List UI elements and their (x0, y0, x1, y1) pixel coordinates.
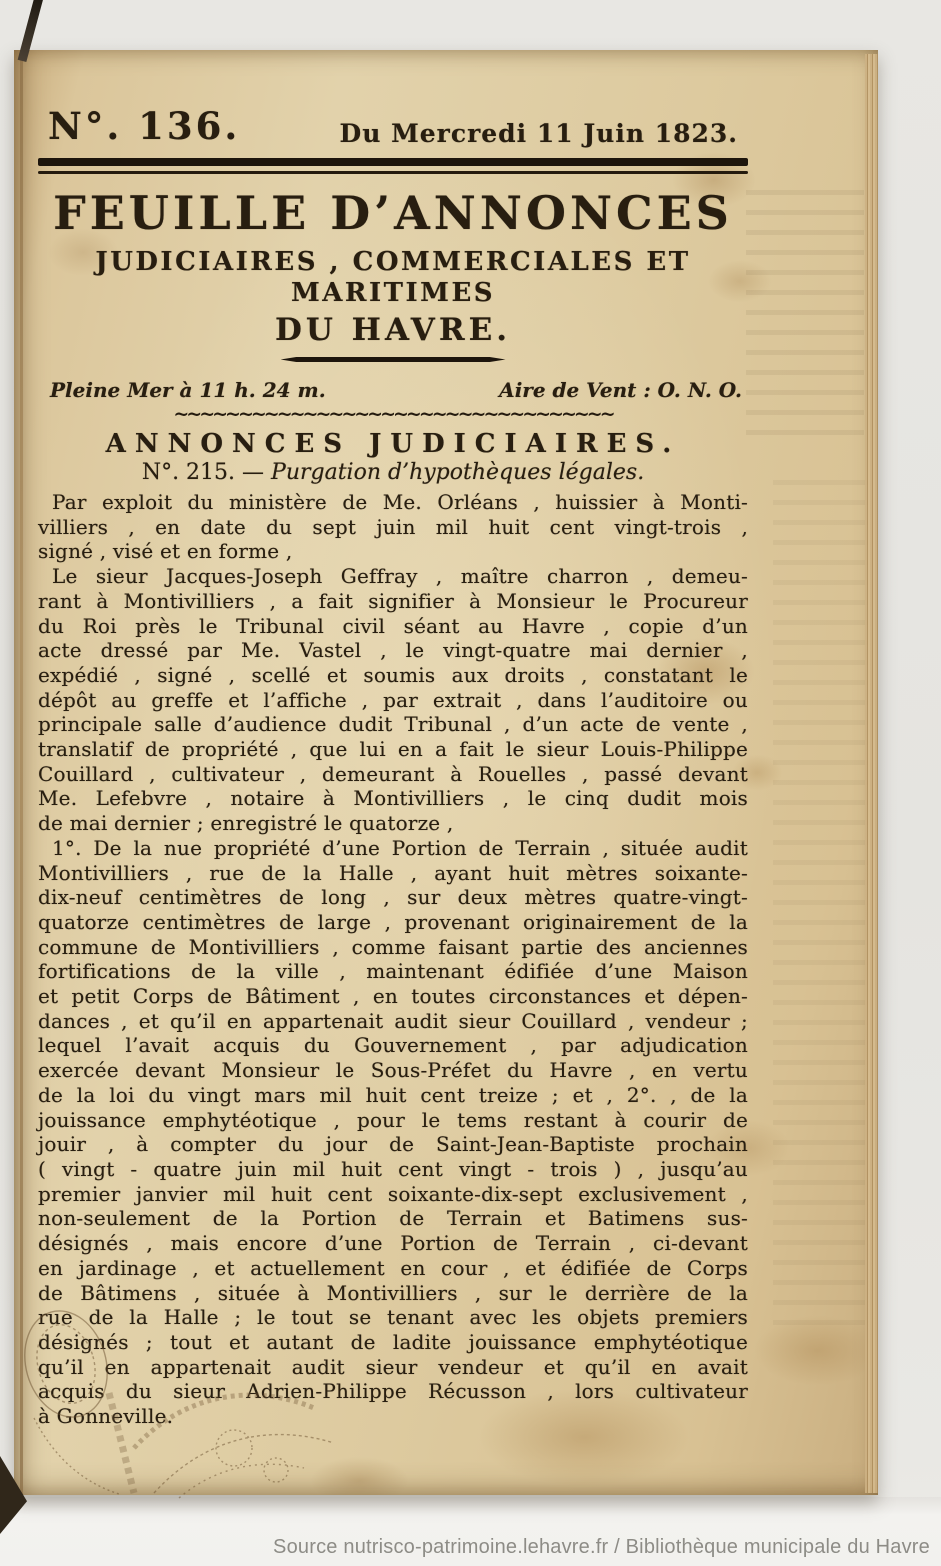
body-line: lequel l’avait acquis du Gouvernement , par adjudication (38, 1033, 748, 1058)
body-line: quatorze centimètres de large , provenant originairement de la (38, 909, 748, 934)
body-line: de la loi du vingt mars mil huit cent treize ; et , 2°. , de la (38, 1082, 748, 1107)
footer-credit: Source nutrisco-patrimoine.lehavre.fr / Bibliothèque municipale du Havre (273, 1536, 930, 1558)
faded-stamp-illustration (14, 1298, 344, 1508)
body-line: qu’il en appartenait audit sieur vendeur et qu’il en avait (38, 1354, 748, 1379)
body-line: de Bâtimens , située à Montivilliers , sur le derrière de la (38, 1280, 748, 1305)
body-line: expédié , signé , scellé et soumis aux droits , constatant le (38, 662, 748, 687)
article-body (38, 490, 748, 1429)
body-line: du Roi près le Tribunal civil séant au Havre , copie d’un (38, 613, 748, 638)
body-line: exercée devant Monsieur le Sous-Préfet du Havre , en vertu (38, 1058, 748, 1083)
tapered-divider (281, 357, 506, 362)
notice-title-line (38, 459, 748, 486)
body-line: translatif de propriété , que lui en a fait le sieur Louis-Philippe (38, 737, 748, 762)
show-through-ghost-text (773, 480, 868, 1340)
body-line: commune de Montivilliers , comme faisant partie des anciennes (38, 934, 748, 959)
body-line: jouir , à compter du jour de Saint-Jean-Baptiste prochain (38, 1132, 748, 1157)
body-line: rue de la Halle ; le tout se tenant avec les objets premiers (38, 1305, 748, 1330)
body-line: principale salle d’audience dudit Tribunal , d’un acte de vente , (38, 712, 748, 737)
body-line: dances , et qu’il en appartenait audit sieur Couillard , vendeur ; (38, 1008, 748, 1033)
wind-info: Aire de Vent : O. N. O. (499, 378, 742, 402)
body-line: à Gonneville. (38, 1404, 174, 1429)
body-line: Le sieur Jacques-Joseph Geffray , maître charron , demeu- (52, 564, 748, 589)
divider-rule-thin (38, 171, 748, 174)
body-line: Montivilliers , rue de la Halle , ayant huit mètres soixante- (38, 860, 748, 885)
section-heading: ANNONCES JUDICIAIRES. (105, 429, 681, 459)
newspaper-page (14, 50, 878, 1495)
body-line: jouissance emphytéotique , pour le tems restant à courir de (38, 1107, 748, 1132)
body-line: désignés , mais encore d’une Portion de Terrain , ci-devant (38, 1231, 748, 1256)
body-line: en jardinage , et actuellement en cour , et édifiée de Corps (38, 1255, 748, 1280)
body-line: villiers , en date du sept juin mil huit cent vingt-trois , (38, 514, 748, 539)
article-paragraph (38, 490, 748, 564)
tide-wind-infobar (38, 377, 748, 403)
body-line: signé , visé et en forme , (38, 539, 293, 564)
body-line: dépôt au greffe et l’affiche , par extrait , dans l’auditoire ou (38, 687, 748, 712)
body-line: Par exploit du ministère de Me. Orléans , huissier à Monti- (52, 490, 748, 514)
body-line: premier janvier mil huit cent soixante-dix-sept exclusivement , (38, 1181, 748, 1206)
body-line: Me. Lefebvre , notaire à Montivilliers , le cinq dudit mois (38, 786, 748, 811)
newspaper-title: FEUILLE D’ANNONCES (53, 186, 733, 240)
body-line: 1°. De la nue propriété d’une Portion de Terrain , située audit (52, 835, 748, 860)
body-line: acquis du sieur Adrien-Philippe Récusson , lors cultivateur (38, 1379, 748, 1404)
newspaper-place-title: DU HAVRE. (274, 312, 512, 348)
wavy-divider: ~~~~~~~~~~~~~~~~~~~~~~~~~~~~~~~~~~ (173, 403, 613, 425)
body-line: désignés ; tout et autant de ladite jouissance emphytéotique (38, 1329, 748, 1354)
body-line: fortifications de la ville , maintenant édifiée d’une Maison (38, 959, 748, 984)
show-through-ghost-text (746, 190, 864, 450)
tide-info: Pleine Mer à 11 h. 24 m. (50, 378, 326, 402)
issue-date: Du Mercredi 11 Juin 1823. (339, 119, 738, 148)
body-line: rant à Montivilliers , a fait signifier à Monsieur le Procureur (38, 588, 748, 613)
body-line: de mai dernier ; enregistré le quatorze , (38, 811, 454, 836)
body-line: Couillard , cultivateur , demeurant à Rouelles , passé devant (38, 761, 748, 786)
article-paragraph (38, 564, 748, 836)
notice-number: N°. 215. — (141, 460, 272, 485)
masthead-header-row (38, 104, 748, 148)
body-line: non-seulement de la Portion de Terrain et Batimens sus- (38, 1206, 748, 1231)
divider-rule-thick (38, 158, 748, 166)
body-line: dix-neuf centimètres de long , sur deux mètres quatre-vingt- (38, 885, 748, 910)
body-line: et petit Corps de Bâtiment , en toutes circonstances et dépen- (38, 984, 748, 1009)
body-line: acte dressé par Me. Vastel , le vingt-quatre mai dernier , (38, 638, 748, 663)
issue-number: N°. 136. (48, 104, 241, 148)
notice-title: Purgation d’hypothèques légales. (271, 460, 645, 485)
newspaper-subtitle: JUDICIAIRES , COMMERCIALES ET MARITIMES (95, 247, 691, 308)
body-line: ( vingt - quatre juin mil huit cent vingt - trois ) , jusqu’au (38, 1156, 748, 1181)
